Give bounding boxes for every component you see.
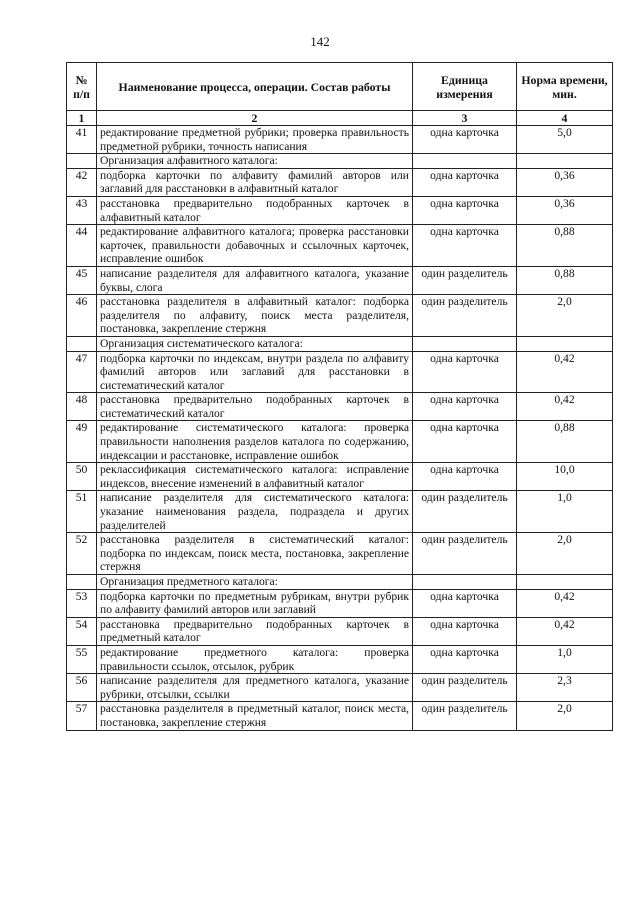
operation-description: расстановка предварительно подобранных карточек в предметный каталог [97,617,413,645]
row-number: 45 [67,266,97,294]
measurement-unit: один разделитель [413,491,517,533]
section-row [67,154,613,169]
time-norm: 10,0 [517,463,613,491]
row-number: 55 [67,645,97,673]
operation-description: подборка карточки по индексам, внутри раздела по алфавиту фамилий авторов или заглавий для расстановки в систематический каталог [97,351,413,393]
section-row [67,575,613,590]
time-norm: 0,88 [517,266,613,294]
row-number: 57 [67,702,97,730]
column-number: 4 [517,111,613,126]
operation-description: редактирование алфавитного каталога; проверка расстановки карточек, правильности добавочных и ссылочных карточек, исправление ошибок [97,225,413,267]
measurement-unit: одна карточка [413,463,517,491]
row-number: 52 [67,533,97,575]
section-num-cell [67,575,97,590]
measurement-unit: один разделитель [413,702,517,730]
time-norm: 0,36 [517,196,613,224]
section-title: Организация алфавитного каталога: [97,154,413,169]
row-number: 43 [67,196,97,224]
time-norm: 0,42 [517,351,613,393]
row-number: 53 [67,589,97,617]
measurement-unit: один разделитель [413,674,517,702]
measurement-unit: одна карточка [413,225,517,267]
operation-description: написание разделителя для предметного каталога, указание рубрики, отсылки, ссылки [97,674,413,702]
time-norm: 2,0 [517,702,613,730]
operation-description: редактирование систематического каталога: проверка правильности наполнения разделов каталога по содержанию, индексации и расстановке, исправление ошибок [97,421,413,463]
row-number: 51 [67,491,97,533]
row-number: 54 [67,617,97,645]
measurement-unit: одна карточка [413,645,517,673]
table-row [67,421,613,463]
table-row [67,393,613,421]
section-unit-cell [413,336,517,351]
time-norm: 5,0 [517,126,613,154]
operation-description: расстановка разделителя в предметный каталог, поиск места, постановка, закрепление стержня [97,702,413,730]
section-time-cell [517,575,613,590]
table-row [67,589,613,617]
table-row [67,126,613,154]
measurement-unit: один разделитель [413,533,517,575]
column-number: 3 [413,111,517,126]
table-row [67,168,613,196]
norms-table [66,62,613,731]
row-number: 48 [67,393,97,421]
time-norm: 0,42 [517,393,613,421]
measurement-unit: одна карточка [413,617,517,645]
row-number: 56 [67,674,97,702]
measurement-unit: одна карточка [413,421,517,463]
measurement-unit: одна карточка [413,393,517,421]
time-norm: 0,42 [517,617,613,645]
measurement-unit: один разделитель [413,266,517,294]
operation-description: расстановка предварительно подобранных карточек в алфавитный каталог [97,196,413,224]
table-body [67,126,613,731]
section-unit-cell [413,154,517,169]
operation-description: написание разделителя для алфавитного каталога, указание буквы, слога [97,266,413,294]
operation-description: редактирование предметного каталога: проверка правильности ссылок, отсылок, рубрик [97,645,413,673]
section-num-cell [67,154,97,169]
measurement-unit: одна карточка [413,351,517,393]
section-row [67,336,613,351]
time-norm: 2,0 [517,533,613,575]
row-number: 42 [67,168,97,196]
measurement-unit: одна карточка [413,589,517,617]
time-norm: 2,0 [517,295,613,337]
section-num-cell [67,336,97,351]
time-norm: 1,0 [517,491,613,533]
column-number: 2 [97,111,413,126]
column-number-row [67,111,613,126]
table-row [67,196,613,224]
table-row [67,463,613,491]
table-row [67,617,613,645]
table-row [67,645,613,673]
section-title: Организация систематического каталога: [97,336,413,351]
row-number: 50 [67,463,97,491]
section-time-cell [517,336,613,351]
time-norm: 0,88 [517,225,613,267]
row-number: 46 [67,295,97,337]
header-time: Норма времени, мин. [517,63,613,111]
operation-description: расстановка разделителя в алфавитный каталог: подборка разделителя по алфавиту, поиск места разделителя, постановка, закрепление стержня [97,295,413,337]
header-num: № п/п [67,63,97,111]
time-norm: 0,36 [517,168,613,196]
measurement-unit: одна карточка [413,126,517,154]
operation-description: подборка карточки по предметным рубрикам, внутри рубрик по алфавиту фамилий авторов или заглавий [97,589,413,617]
time-norm: 2,3 [517,674,613,702]
table-row [67,266,613,294]
header-row [67,63,613,111]
row-number: 44 [67,225,97,267]
operation-description: расстановка предварительно подобранных карточек в систематический каталог [97,393,413,421]
header-name: Наименование процесса, операции. Состав работы [97,63,413,111]
operation-description: редактирование предметной рубрики; проверка правильность предметной рубрики, точность написания [97,126,413,154]
operation-description: подборка карточки по алфавиту фамилий авторов или заглавий для расстановки в алфавитный каталог [97,168,413,196]
measurement-unit: один разделитель [413,295,517,337]
page-number: 142 [310,34,330,49]
table-row [67,351,613,393]
section-unit-cell [413,575,517,590]
table-row [67,702,613,730]
column-number: 1 [67,111,97,126]
table-row [67,533,613,575]
measurement-unit: одна карточка [413,196,517,224]
operation-description: написание разделителя для систематического каталога: указание наименования раздела, подраздела и других разделителей [97,491,413,533]
section-title: Организация предметного каталога: [97,575,413,590]
table-row [67,674,613,702]
operation-description: реклассификация систематического каталога: исправление индексов, внесение изменений в алфавитный каталог [97,463,413,491]
time-norm: 0,42 [517,589,613,617]
table-row [67,491,613,533]
header-unit: Единица измерения [413,63,517,111]
operation-description: расстановка разделителя в систематический каталог: подборка по индексам, поиск места, постановка, закрепление стержня [97,533,413,575]
time-norm: 1,0 [517,645,613,673]
section-time-cell [517,154,613,169]
time-norm: 0,88 [517,421,613,463]
row-number: 47 [67,351,97,393]
measurement-unit: одна карточка [413,168,517,196]
row-number: 41 [67,126,97,154]
table-row [67,225,613,267]
row-number: 49 [67,421,97,463]
table-row [67,295,613,337]
